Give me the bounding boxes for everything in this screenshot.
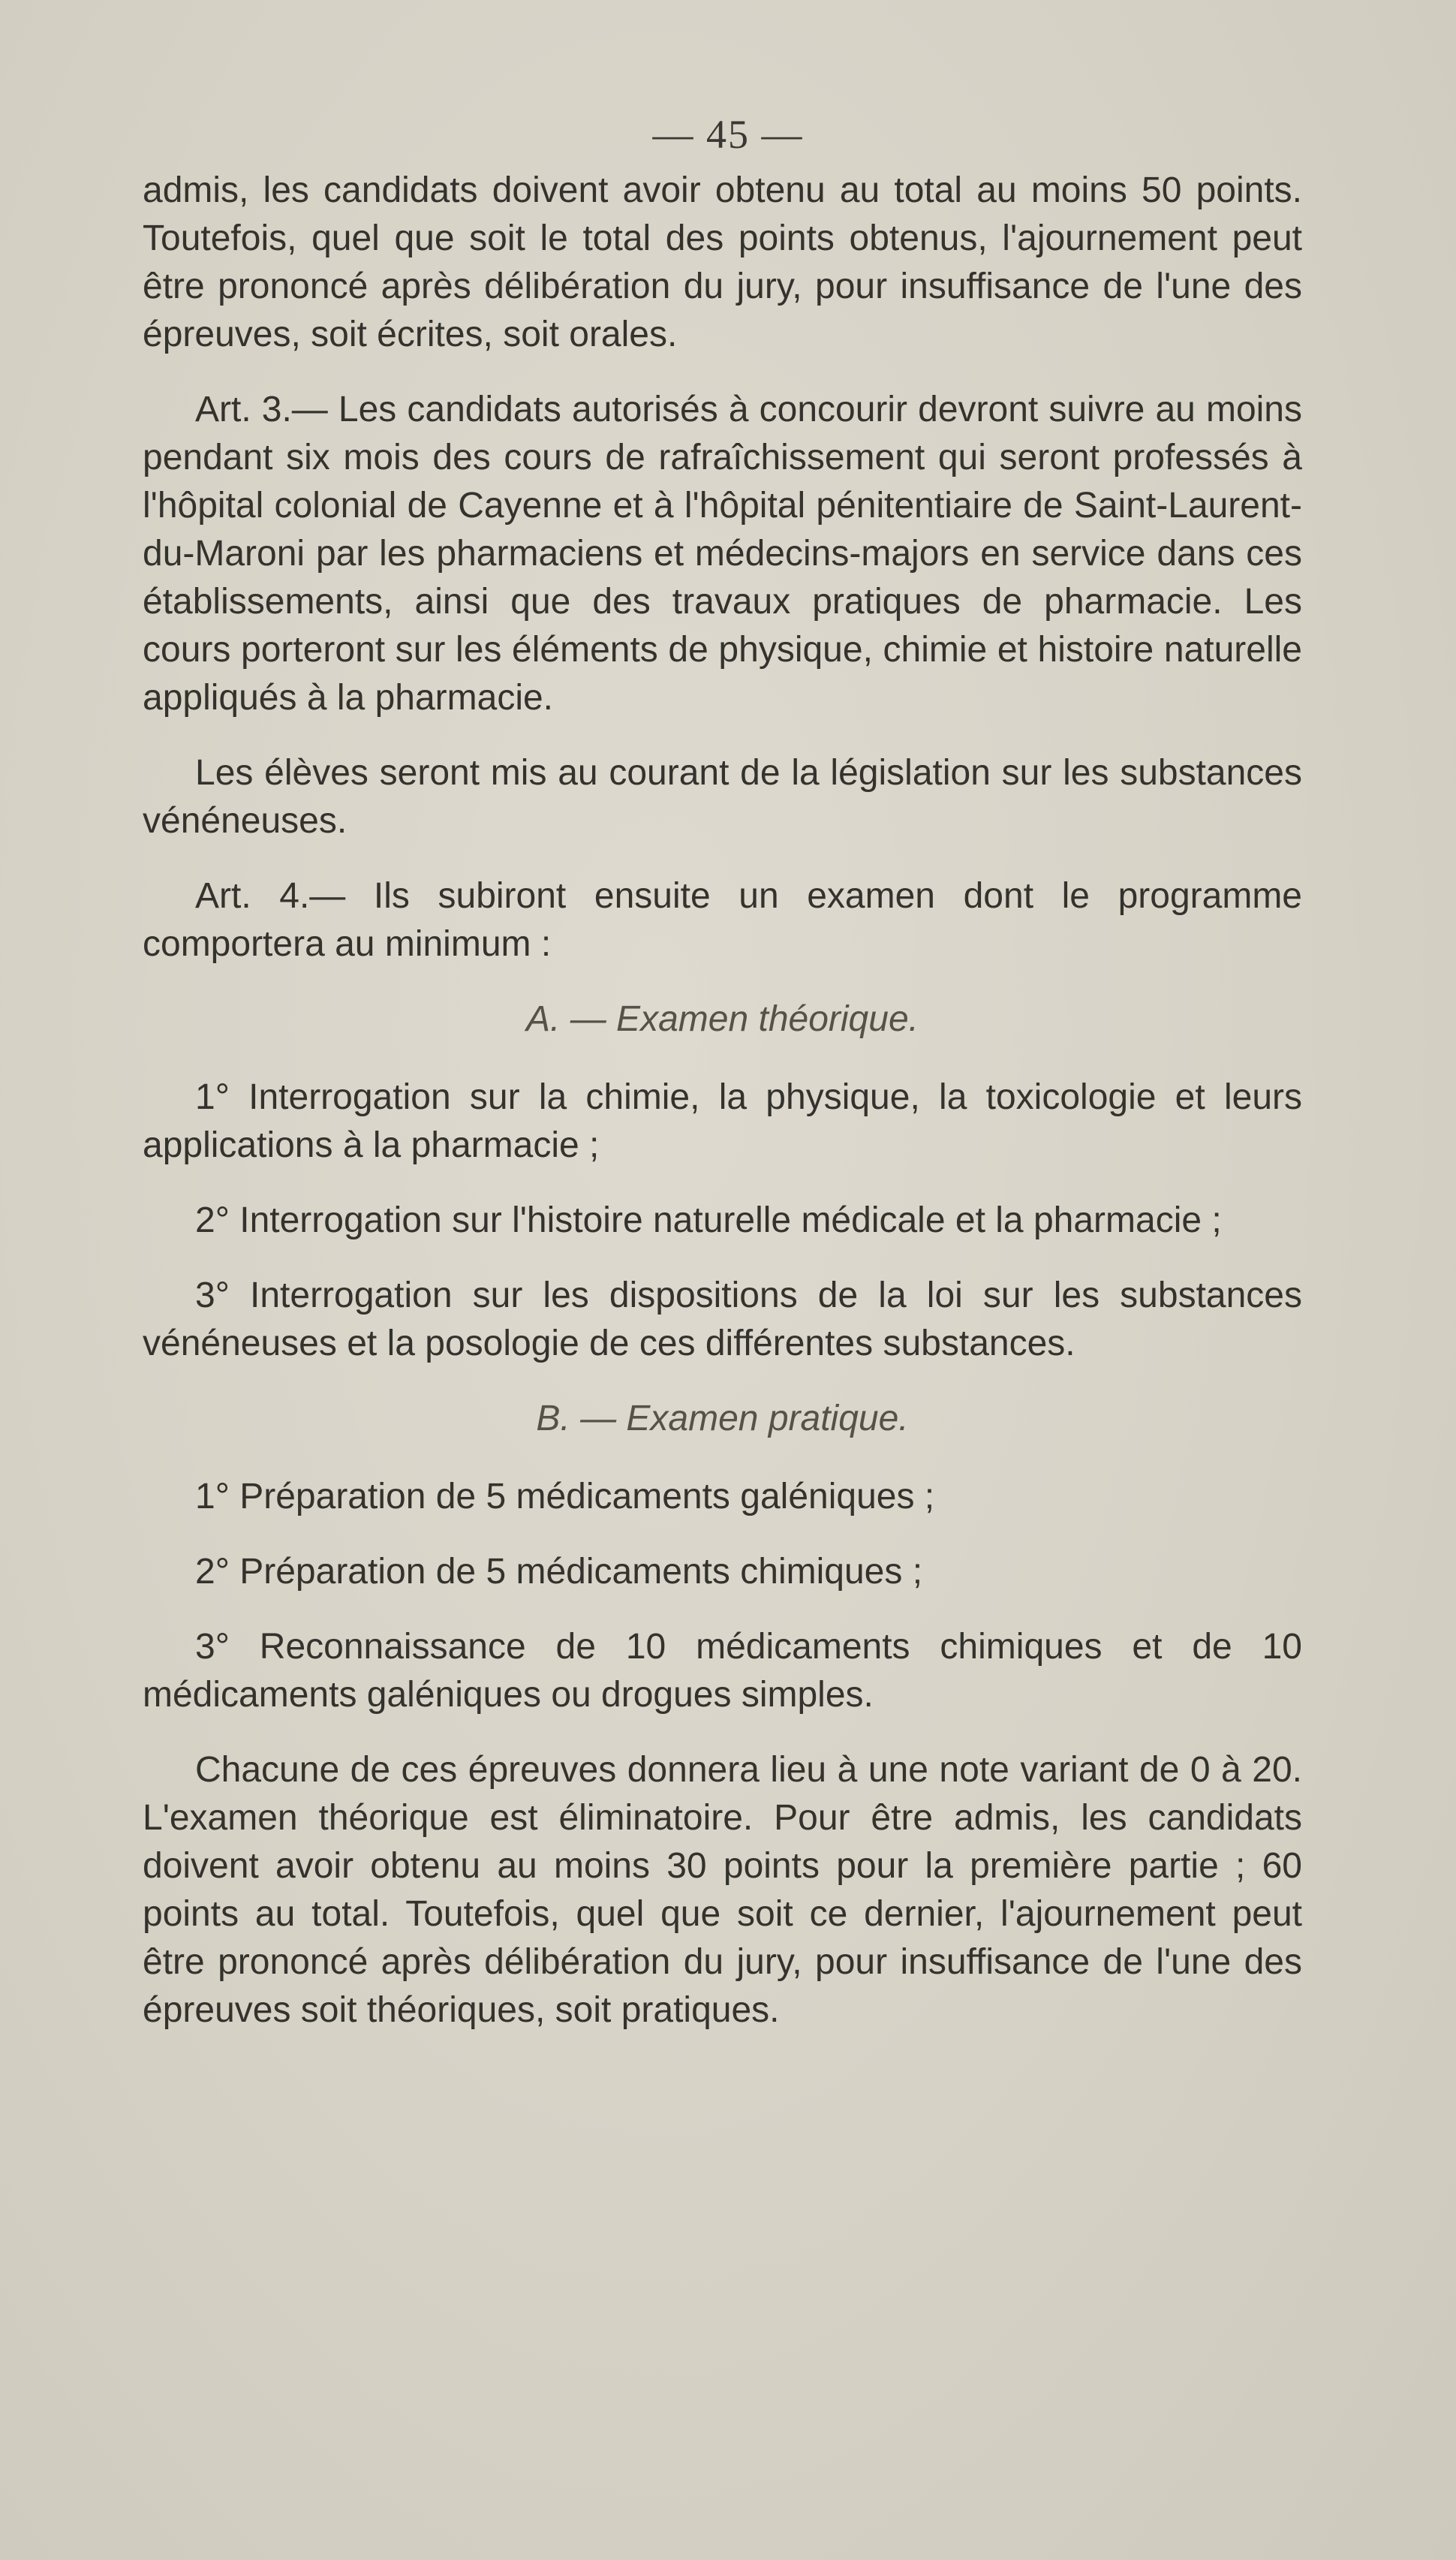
list-item-practice-1: 1° Préparation de 5 médicaments galéniques ; xyxy=(195,1477,935,1516)
paragraph-admission-points: admis, les candidats doivent avoir obtenu au total au moins 50 points. Toutefois, quel que soit le total des points obtenus, l'ajournement peut être prononcé après délibération du jury, pour insuffisance de l'une des épreuves, soit écrites, soit orales. xyxy=(143,170,1302,354)
paragraph-legislation: Les élèves seront mis au courant de la législation sur les substances vénéneuses. xyxy=(143,753,1302,841)
heading-theoretical-exam: A. — Examen théorique. xyxy=(526,999,919,1039)
page-number: — 45 — xyxy=(652,112,804,157)
list-item-practice-3: 3° Reconnaissance de 10 médicaments chimiques et de 10 médicaments galéniques ou drogues simples. xyxy=(143,1627,1302,1715)
paragraph-grading: Chacune de ces épreuves donnera lieu à une note variant de 0 à 20. L'examen théorique est éliminatoire. Pour être admis, les candidats doivent avoir obtenu au moins 30 points pour la première partie ; 60 points au total. Toutefois, quel que soit ce dernier, l'ajournement peut être prononcé après délibération du jury, pour insuffisance de l'une des épreuves soit théoriques, soit pratiques. xyxy=(143,1750,1302,2030)
paragraph-article-3: Art. 3.— Les candidats autorisés à concourir devront suivre au moins pendant six mois des cours de rafraîchissement qui seront professés à l'hôpital colonial de Cayenne et à l'hôpital pénitentiaire de Saint-Laurent-du-Maroni par les pharmaciens et médecins-majors en service dans ces établissements, ainsi que des travaux pratiques de pharmacie. Les cours porteront sur les éléments de physique, chimie et histoire naturelle appliqués à la pharmacie. xyxy=(143,390,1302,718)
list-item-theory-2: 2° Interrogation sur l'histoire naturelle médicale et la pharmacie ; xyxy=(195,1200,1222,1240)
body-text xyxy=(143,167,1302,2062)
list-item-theory-3: 3° Interrogation sur les dispositions de la loi sur les substances vénéneuses et la posologie de ces différentes substances. xyxy=(143,1275,1302,1363)
list-item-theory-1: 1° Interrogation sur la chimie, la physique, la toxicologie et leurs applications à la pharmacie ; xyxy=(143,1077,1302,1165)
list-item-practice-2: 2° Préparation de 5 médicaments chimiques ; xyxy=(195,1552,923,1592)
heading-practical-exam: B. — Examen pratique. xyxy=(536,1399,909,1438)
paragraph-article-4: Art. 4.— Ils subiront ensuite un examen dont le programme comportera au minimum : xyxy=(143,876,1302,964)
